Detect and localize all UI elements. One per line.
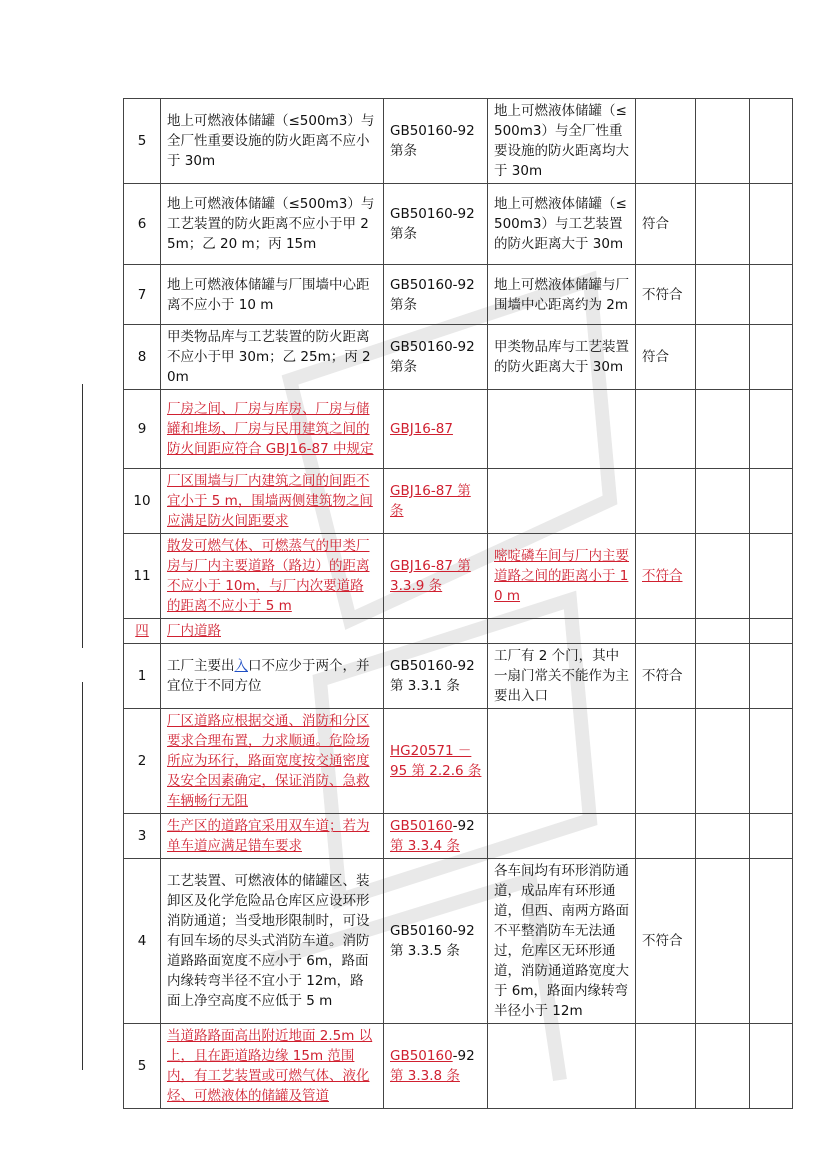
standard-cell: GB50160-92 第条 xyxy=(384,99,488,184)
row-number: 6 xyxy=(124,184,161,265)
standard-cell xyxy=(384,1024,488,1109)
table-row xyxy=(124,814,793,859)
requirement-cell xyxy=(161,814,384,859)
revised-text: 厂区道路应根据交通、消防和分区要求合理布置，力求顺通。危险场所应为环行，路面宽度按交通密度及安全因素确定，保证消防、急救车辆畅行无阻 xyxy=(167,713,370,809)
requirement-text: 工厂主要出 xyxy=(167,658,235,674)
finding-cell xyxy=(488,814,636,859)
table-row xyxy=(124,709,793,814)
empty-cell xyxy=(696,469,750,534)
requirement-cell xyxy=(161,709,384,814)
row-number: 11 xyxy=(124,534,161,619)
requirement-cell xyxy=(161,390,384,469)
empty-cell xyxy=(750,709,793,814)
revised-text: 嘧啶磷车间与厂内主要道路之间的距离小于 10 m xyxy=(494,548,629,604)
finding-cell: 各车间均有环形消防通道，成品库有环形通道，但西、南两方路面不平整消防车无法通过，危库区无环形通道，消防通道路宽度大于 6m，路面内缘转弯半径小于 12m xyxy=(488,859,636,1024)
finding-cell xyxy=(488,469,636,534)
row-number: 7 xyxy=(124,265,161,325)
result-cell xyxy=(636,469,696,534)
row-number: 1 xyxy=(124,644,161,709)
empty-cell xyxy=(696,534,750,619)
standard-cell: GB50160-92 第 3.3.1 条 xyxy=(384,644,488,709)
requirement-cell: 地上可燃液体储罐（≤500m3）与工艺装置的防火距离不应小于甲 25m；乙 20 m；丙 15m xyxy=(161,184,384,265)
section-row xyxy=(124,619,793,644)
revised-text: 生产区的道路宜采用双车道；若为单车道应满足错车要求 xyxy=(167,818,370,854)
table-row xyxy=(124,325,793,390)
standard-cell xyxy=(384,534,488,619)
requirement-cell xyxy=(161,469,384,534)
revised-text: GBJ16-87 xyxy=(390,421,453,437)
empty-cell xyxy=(750,265,793,325)
revised-text: GB50160 xyxy=(390,1048,453,1064)
row-number: 8 xyxy=(124,325,161,390)
row-number: 3 xyxy=(124,814,161,859)
finding-cell: 工厂有 2 个门，其中一扇门常关不能作为主要出入口 xyxy=(488,644,636,709)
revised-text: 散发可燃气体、可燃蒸气的甲类厂房与厂内主要道路（路边）的距离不应小于 10m，与厂内次要道路的距离不应小于 5 m xyxy=(167,538,370,614)
revised-text: 四 xyxy=(135,623,149,639)
result-cell: 符合 xyxy=(636,184,696,265)
finding-cell: 地上可燃液体储罐与厂围墙中心距离约为 2m xyxy=(488,265,636,325)
row-number: 2 xyxy=(124,709,161,814)
empty-cell xyxy=(384,619,488,644)
standard-cell: GB50160-92 第条 xyxy=(384,184,488,265)
empty-cell xyxy=(696,709,750,814)
finding-cell xyxy=(488,709,636,814)
table-row xyxy=(124,1024,793,1109)
requirement-cell: 地上可燃液体储罐与厂围墙中心距离不应小于 10 m xyxy=(161,265,384,325)
empty-cell xyxy=(696,265,750,325)
revised-text: 厂区围墙与厂内建筑之间的间距不宜小于 5 m，围墙两侧建筑物之间应满足防火间距要求 xyxy=(167,473,373,529)
result-cell: 不符合 xyxy=(636,644,696,709)
section-title xyxy=(161,619,384,644)
result-cell xyxy=(636,814,696,859)
result-cell xyxy=(636,534,696,619)
empty-cell xyxy=(750,1024,793,1109)
standard-cell xyxy=(384,469,488,534)
requirement-text: 口不应少于两个，并宜位于不同方位 xyxy=(167,658,370,694)
row-number: 9 xyxy=(124,390,161,469)
result-cell xyxy=(636,1024,696,1109)
empty-cell xyxy=(750,469,793,534)
result-cell xyxy=(636,709,696,814)
revised-text: 第 3.3.4 条 xyxy=(390,838,460,854)
row-number: 5 xyxy=(124,99,161,184)
empty-cell xyxy=(488,619,636,644)
empty-cell xyxy=(750,325,793,390)
empty-cell xyxy=(750,859,793,1024)
empty-cell xyxy=(696,644,750,709)
finding-cell: 地上可燃液体储罐（≤500m3）与全厂性重要设施的防火距离均大于 30m xyxy=(488,99,636,184)
revised-text: 厂内道路 xyxy=(167,623,221,639)
row-number: 5 xyxy=(124,1024,161,1109)
revised-text: GBJ16-87 第 3.3.9 条 xyxy=(390,558,471,594)
empty-cell xyxy=(696,390,750,469)
requirement-cell: 工艺装置、可燃液体的储罐区、装卸区及化学危险品仓库区应设环形消防通道；当受地形限制时，可设有回车场的尽头式消防车道。消防道路路面宽度不应小于 6m，路面内缘转弯半径不宜小于 12m，路面上净空高度不应低于 5 m xyxy=(161,859,384,1024)
table-row xyxy=(124,99,793,184)
empty-cell xyxy=(750,390,793,469)
empty-cell xyxy=(696,325,750,390)
table-row xyxy=(124,469,793,534)
empty-cell xyxy=(696,619,750,644)
revised-text: 入 xyxy=(234,658,248,674)
empty-cell xyxy=(636,619,696,644)
finding-cell: 地上可燃液体储罐（≤500m3）与工艺装置的防火距离大于 30m xyxy=(488,184,636,265)
revised-text: 当道路路面高出附近地面 2.5m 以上，且在距道路边缘 15m 范围内，有工艺装置或可燃气体、液化烃、可燃液体的储罐及管道 xyxy=(167,1028,373,1104)
result-cell xyxy=(636,390,696,469)
inspection-table xyxy=(123,98,793,1109)
standard-cell: GB50160-92 第条 xyxy=(384,265,488,325)
revised-text: GB50160 xyxy=(390,818,453,834)
table-row xyxy=(124,184,793,265)
standard-cell xyxy=(384,390,488,469)
revised-text: 第 3.3.8 条 xyxy=(390,1068,460,1084)
requirement-cell xyxy=(161,1024,384,1109)
finding-cell: 甲类物品库与工艺装置的防火距离大于 30m xyxy=(488,325,636,390)
standard-cell: GB50160-92 第 3.3.5 条 xyxy=(384,859,488,1024)
empty-cell xyxy=(696,859,750,1024)
result-cell: 不符合 xyxy=(636,859,696,1024)
standard-cell xyxy=(384,709,488,814)
table-row xyxy=(124,265,793,325)
requirement-cell xyxy=(161,644,384,709)
empty-cell xyxy=(750,534,793,619)
revised-text: 厂房之间、厂房与库房、厂房与储罐和堆场、厂房与民用建筑之间的防火间距应符合 GBJ16-87 中规定 xyxy=(167,401,374,457)
empty-cell xyxy=(750,99,793,184)
empty-cell xyxy=(696,184,750,265)
finding-cell xyxy=(488,1024,636,1109)
requirement-cell xyxy=(161,534,384,619)
row-number: 4 xyxy=(124,859,161,1024)
standard-text: -92 xyxy=(452,818,475,834)
revision-bar xyxy=(82,682,83,1070)
finding-cell xyxy=(488,390,636,469)
empty-cell xyxy=(696,814,750,859)
row-number: 10 xyxy=(124,469,161,534)
table-row xyxy=(124,390,793,469)
revised-text: 不符合 xyxy=(642,568,683,584)
section-number xyxy=(124,619,161,644)
result-cell: 符合 xyxy=(636,325,696,390)
empty-cell xyxy=(750,184,793,265)
table-row xyxy=(124,534,793,619)
empty-cell xyxy=(750,619,793,644)
table-row xyxy=(124,859,793,1024)
finding-cell xyxy=(488,534,636,619)
empty-cell xyxy=(750,814,793,859)
standard-cell xyxy=(384,814,488,859)
table-row xyxy=(124,644,793,709)
revised-text: HG20571 － 95 第 2.2.6 条 xyxy=(390,743,482,779)
empty-cell xyxy=(696,99,750,184)
empty-cell xyxy=(750,644,793,709)
revised-text: GBJ16-87 第条 xyxy=(390,483,471,519)
requirement-cell: 地上可燃液体储罐（≤500m3）与全厂性重要设施的防火距离不应小于 30m xyxy=(161,99,384,184)
standard-text: -92 xyxy=(452,1048,475,1064)
empty-cell xyxy=(696,1024,750,1109)
result-cell xyxy=(636,99,696,184)
requirement-cell: 甲类物品库与工艺装置的防火距离不应小于甲 30m；乙 25m；丙 20m xyxy=(161,325,384,390)
standard-cell: GB50160-92 第条 xyxy=(384,325,488,390)
revision-bar xyxy=(82,384,83,648)
result-cell: 不符合 xyxy=(636,265,696,325)
